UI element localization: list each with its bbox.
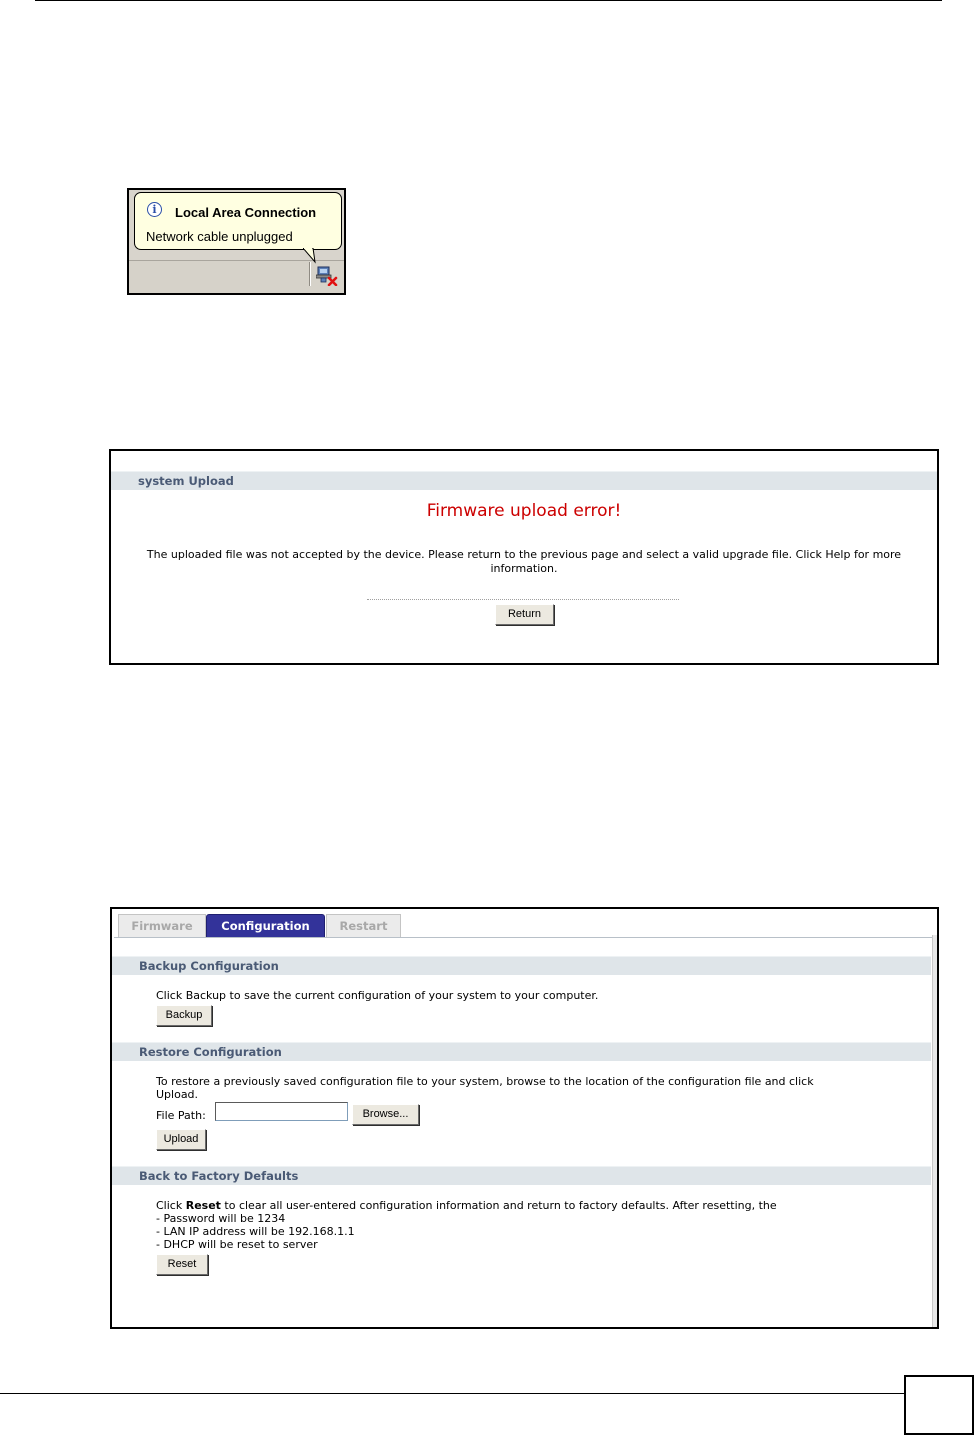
page-number-box <box>904 1375 974 1435</box>
error-title: Firmware upload error! <box>426 501 622 521</box>
return-button[interactable]: Return <box>495 604 554 625</box>
file-path-label: File Path: <box>156 1109 206 1122</box>
section-header-restore: Restore Configuration <box>112 1042 931 1061</box>
balloon-message: Network cable unplugged <box>146 229 293 244</box>
scrollbar-edge <box>932 935 937 1327</box>
top-rule <box>35 0 942 1</box>
network-disconnected-icon[interactable] <box>316 266 338 286</box>
restore-description-line1: To restore a previously saved configuration file to your system, browse to the location of the configuration file and click <box>156 1075 814 1088</box>
factory-intro-bold: Reset <box>185 1199 221 1212</box>
factory-intro-suffix: to clear all user-entered configuration information and return to factory defaults. After resetting, the <box>220 1199 777 1212</box>
reset-button[interactable]: Reset <box>156 1254 208 1275</box>
tab-firmware[interactable]: Firmware <box>118 914 206 937</box>
configuration-panel <box>110 907 939 1329</box>
dotted-divider <box>367 599 679 600</box>
taskbar <box>129 260 344 293</box>
tab-strip <box>114 911 935 938</box>
factory-bullet-dhcp: - DHCP will be reset to server <box>156 1238 318 1251</box>
factory-bullet-lan-ip: - LAN IP address will be 192.168.1.1 <box>156 1225 355 1238</box>
upload-button[interactable]: Upload <box>156 1129 206 1150</box>
section-header-backup: Backup Configuration <box>112 956 931 975</box>
section-header-system-upload: system Upload <box>111 471 937 490</box>
section-header-factory-defaults: Back to Factory Defaults <box>112 1166 931 1185</box>
balloon-title: Local Area Connection <box>175 205 317 220</box>
balloon-tooltip[interactable] <box>134 192 342 250</box>
balloon-tail <box>303 248 319 264</box>
tray-divider-highlight <box>310 262 311 286</box>
file-path-input[interactable] <box>215 1102 348 1121</box>
firmware-upload-error-panel <box>109 449 939 665</box>
error-message: The uploaded file was not accepted by the device. Please return to the previous page and select a valid upgrade file. Click Help for more information. <box>146 548 902 575</box>
backup-button[interactable]: Backup <box>156 1005 212 1026</box>
factory-intro-prefix: Click <box>156 1199 186 1212</box>
tab-configuration[interactable]: Configuration <box>206 914 325 937</box>
factory-description <box>156 1199 777 1213</box>
factory-bullet-password: - Password will be 1234 <box>156 1212 286 1225</box>
browse-button[interactable]: Browse... <box>352 1104 419 1125</box>
balloon-notification-screenshot <box>127 188 346 295</box>
restore-description-line2: Upload. <box>156 1088 199 1101</box>
bottom-rule <box>0 1393 904 1394</box>
tab-restart[interactable]: Restart <box>326 914 401 937</box>
backup-description: Click Backup to save the current configuration of your system to your computer. <box>156 989 599 1002</box>
info-icon: i <box>147 202 162 217</box>
